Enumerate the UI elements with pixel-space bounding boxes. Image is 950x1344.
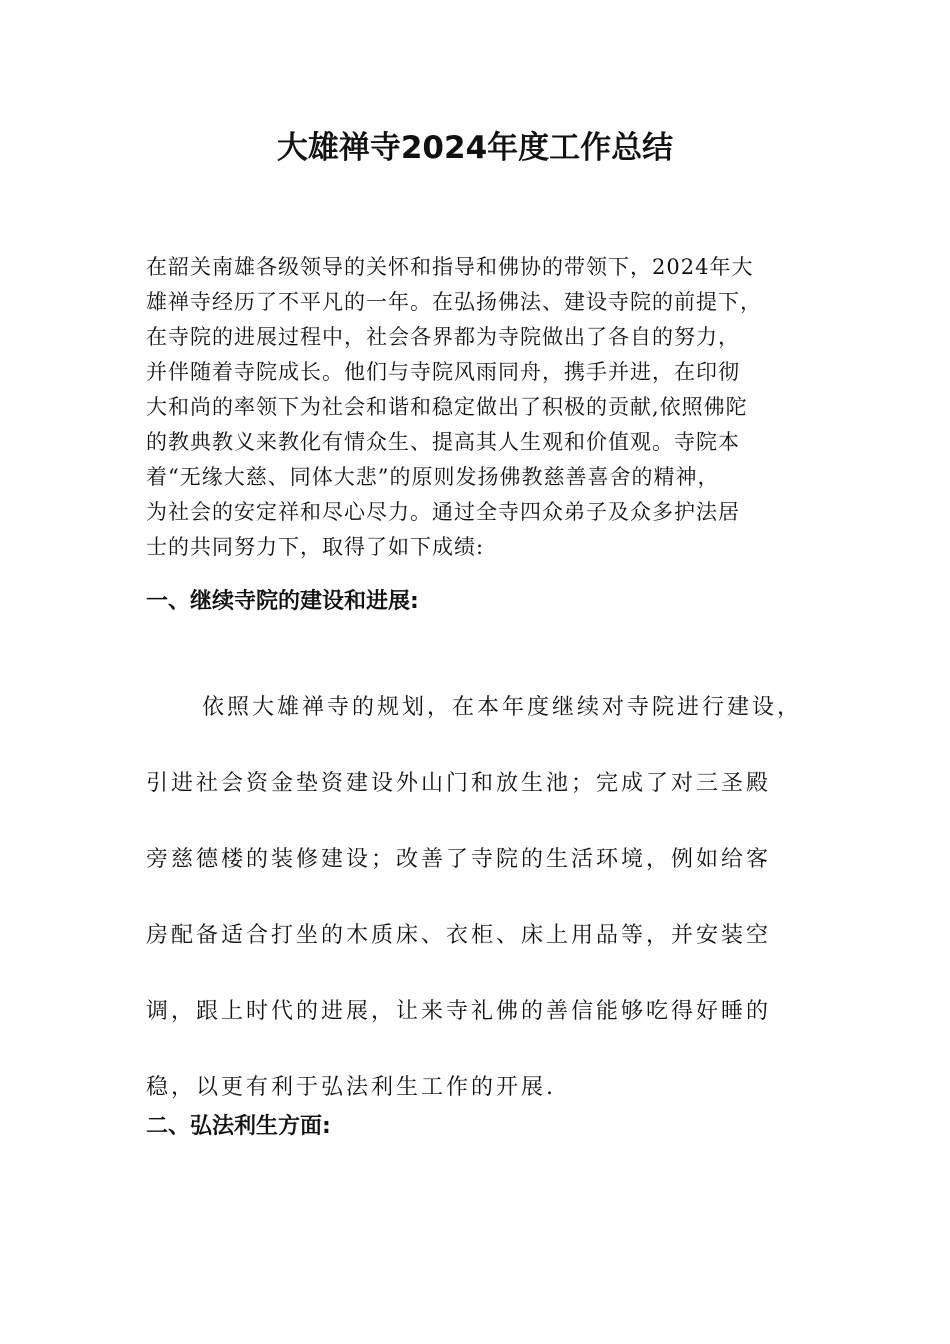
- section-1-line: 调，跟上时代的进展，让来寺礼佛的善信能够吃得好睡的: [146, 999, 772, 1024]
- section-1-line: 稳，以更有利于弘法利生工作的开展.: [146, 1075, 556, 1100]
- section-1-paragraph: [146, 670, 836, 1126]
- intro-line: 雄禅寺经历了不平凡的一年。在弘扬佛法、建设寺院的前提下，: [146, 290, 762, 314]
- section-1-heading: 一、继续寺院的建设和进展:: [146, 589, 419, 614]
- document-title: 大雄禅寺2024年度工作总结: [276, 130, 674, 166]
- intro-line: 的教典教义来教化有情众生、提高其人生观和价值观。寺院本: [146, 430, 740, 454]
- section-2-heading: 二、弘法利生方面:: [146, 1114, 331, 1139]
- intro-paragraph: [146, 250, 816, 565]
- section-1-line: 房配备适合打坐的木质床、衣柜、床上用品等，并安装空: [146, 923, 772, 948]
- intro-line: 并伴随着寺院成长。他们与寺院风雨同舟，携手并进，在印彻: [146, 360, 740, 384]
- intro-line: 在韶关南雄各级领导的关怀和指导和佛协的带领下，2024年大: [146, 255, 754, 279]
- intro-line: 为社会的安定祥和尽心尽力。通过全寺四众弟子及众多护法居: [146, 500, 740, 524]
- intro-line: 着“无缘大慈、同体大悲”的原则发扬佛教慈善喜舍的精神，: [146, 465, 720, 489]
- section-1-line: 引进社会资金垫资建设外山门和放生池；完成了对三圣殿: [146, 771, 772, 796]
- section-1-line: 依照大雄禅寺的规划，在本年度继续对寺院进行建设，: [202, 695, 803, 720]
- section-1-line: 旁慈德楼的装修建设；改善了寺院的生活环境，例如给客: [146, 847, 772, 872]
- intro-line: 在寺院的进展过程中，社会各界都为寺院做出了各自的努力，: [146, 325, 740, 349]
- intro-line: 士的共同努力下，取得了如下成绩:: [146, 535, 485, 559]
- intro-line: 大和尚的率领下为社会和谐和稳定做出了积极的贡献,依照佛陀: [146, 395, 748, 419]
